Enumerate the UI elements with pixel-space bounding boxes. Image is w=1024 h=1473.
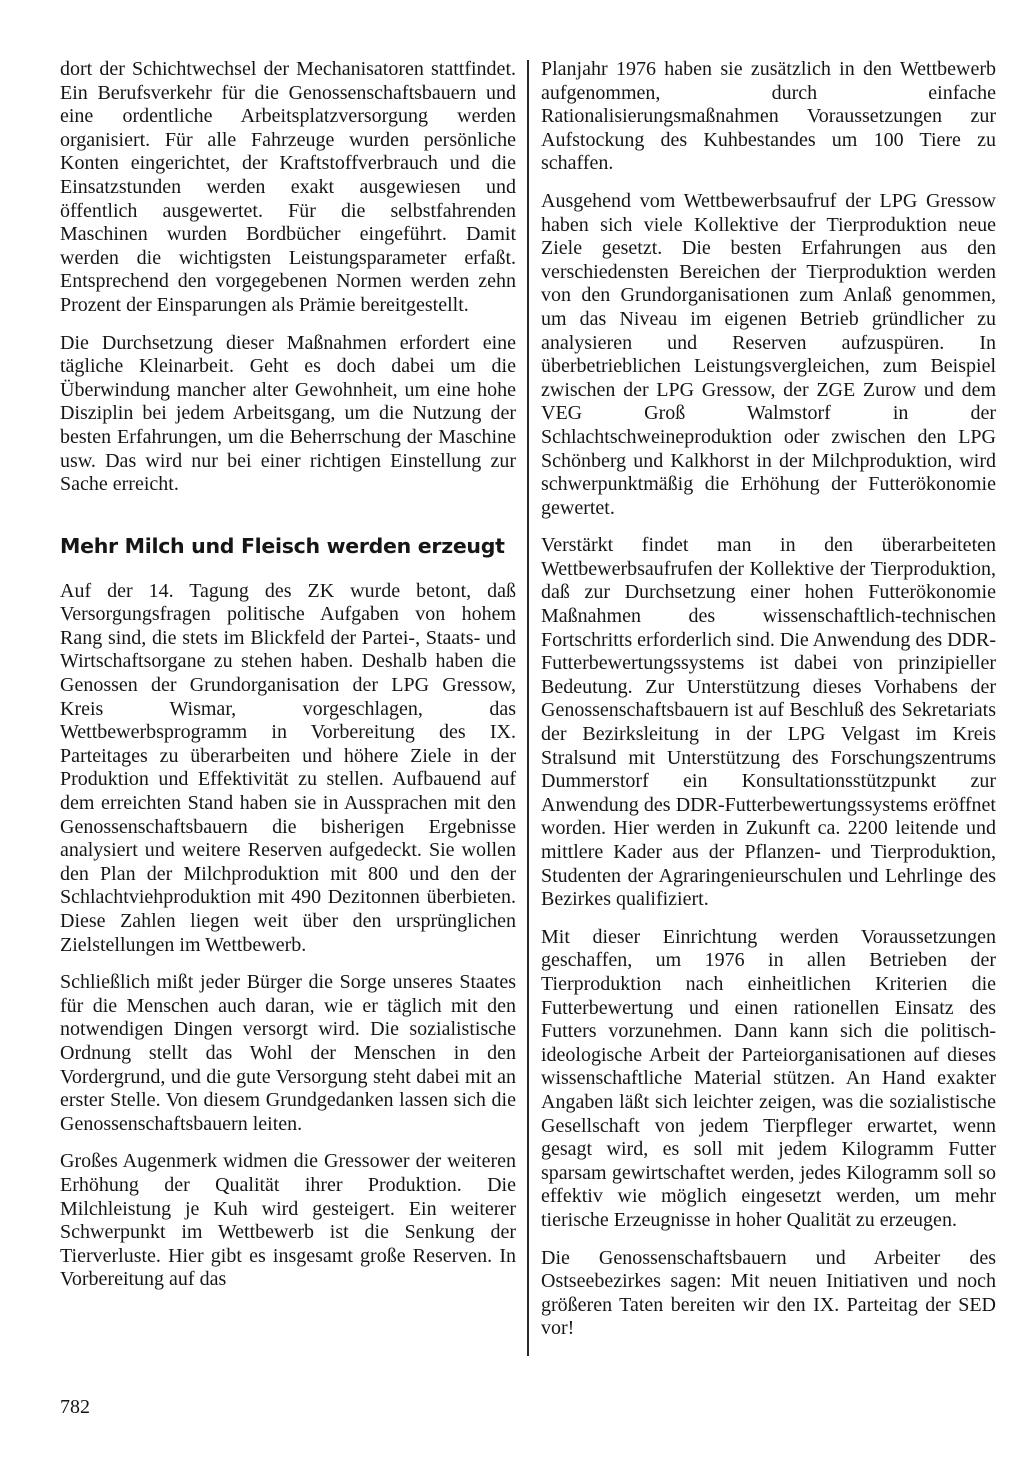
- paragraph: dort der Schichtwechsel der Mechanisatoren stattfindet. Ein Berufsverkehr für die Genossenschaftsbauern und eine ordentliche Arbeitsplatzversorgung werden organisiert. Für alle Fahrzeuge wurden persönliche Konten eingerichtet, der Kraftstoffverbrauch und die Einsatzstunden werden exakt ausgewiesen und öffentlich ausgewertet. Für die selbstfahrenden Maschinen wurden Bordbücher eingeführt. Damit werden die wichtigsten Leistungsparameter erfaßt. Entsprechend den vorgegebenen Normen werden zehn Prozent der Einsparungen als Prämie bereitgestellt.: [60, 58, 516, 316]
- paragraph: Ausgehend vom Wettbewerbsaufruf der LPG Gressow haben sich viele Kollektive der Tierproduktion neue Ziele gesetzt. Die besten Erfahrungen aus den verschiedensten Bereichen der Tierproduktion werden von den Grundorganisationen zum Anlaß genommen, um das Niveau im eigenen Betrieb gründlicher zu analysieren und Reserven aufzuspüren. In überbetrieblichen Leistungsvergleichen, zum Beispiel zwischen der LPG Gressow, der ZGE Zurow und dem VEG Groß Walmstorf in der Schlachtschweineproduktion oder zwischen den LPG Schönberg und Kalkhorst in der Milchproduktion, wird schwerpunktmäßig die Erhöhung der Futterökonomie gewertet.: [541, 189, 996, 519]
- left-column: [60, 58, 516, 1306]
- paragraph: Verstärkt findet man in den überarbeiteten Wettbewerbsaufrufen der Kollektive der Tierproduktion, daß zur Durchsetzung einer hohen Futterökonomie Maßnahmen des wissenschaftlich-technischen Fortschritts erforderlich sind. Die Anwendung des DDR-Futterbewertungssystems ist dabei von prinzipieller Bedeutung. Zur Unterstützung dieses Vorhabens der Genossenschaftsbauern ist auf Beschluß des Sekretariats der Bezirksleitung in der LPG Velgast im Kreis Stralsund mit Unterstützung des Forschungszentrums Dummerstorf ein Konsultationsstützpunkt zur Anwendung des DDR-Futterbewertungssystems eröffnet worden. Hier werden in Zukunft ca. 2200 leitende und mittlere Kader aus der Pflanzen- und Tierproduktion, Studenten der Agraringenieurschulen und Lehrlinge des Bezirkes qualifiziert.: [541, 534, 996, 911]
- column-divider: [527, 60, 529, 1356]
- paragraph: Schließlich mißt jeder Bürger die Sorge unseres Staates für die Menschen auch daran, wie er täglich mit den notwendigen Dingen versorgt wird. Die sozialistische Ordnung stellt das Wohl der Menschen in den Vordergrund, und die gute Versorgung steht dabei mit an erster Stelle. Von diesem Grundgedanken lassen sich die Genossenschaftsbauern leiten.: [60, 971, 516, 1135]
- paragraph: Auf der 14. Tagung des ZK wurde betont, daß Versorgungsfragen politische Aufgaben von hohem Rang sind, die stets im Blickfeld der Partei-, Staats- und Wirtschaftsorgane zu stehen haben. Deshalb haben die Genossen der Grundorganisation der LPG Gressow, Kreis Wismar, vorgeschlagen, das Wettbewerbsprogramm in Vorbereitung des IX. Parteitages zu überarbeiten und höhere Ziele in der Produktion und Effektivität zu stellen. Aufbauend auf dem erreichten Stand haben sie in Aussprachen mit den Genossenschaftsbauern die bisherigen Ergebnisse analysiert und weitere Reserven aufgedeckt. Sie wollen den Plan der Milchproduktion mit 800 und den der Schlachtviehproduktion mit 490 Dezitonnen überbieten. Diese Zahlen liegen weit über den ursprünglichen Zielstellungen im Wettbewerb.: [60, 579, 516, 956]
- page-number: 782: [60, 1396, 90, 1418]
- paragraph: Großes Augenmerk widmen die Gressower der weiteren Erhöhung der Qualität ihrer Produktion. Die Milchleistung je Kuh wird gesteigert. Ein weiterer Schwerpunkt im Wettbewerb ist die Senkung der Tierverluste. Hier gibt es insgesamt große Reserven. In Vorbereitung auf das: [60, 1150, 516, 1291]
- paragraph: Die Genossenschaftsbauern und Arbeiter des Ostseebezirkes sagen: Mit neuen Initiativen und noch größeren Taten bereiten wir den IX. Parteitag der SED vor!: [541, 1246, 996, 1340]
- paragraph: Mit dieser Einrichtung werden Voraussetzungen geschaffen, um 1976 in allen Betrieben der Tierproduktion nach einheitlichen Kriterien die Futterbewertung und einen rationellen Einsatz des Futters vorzunehmen. Dann kann sich die politisch-ideologische Arbeit der Parteiorganisationen auf dieses wissenschaftliche Material stützen. An Hand exakter Angaben läßt sich leichter zeigen, was die sozialistische Gesellschaft von jedem Tierpfleger erwartet, wenn gesagt wird, es soll mit jedem Kilogramm Futter sparsam gewirtschaftet werden, jedes Kilogramm soll so effektiv wie möglich eingesetzt werden, um mehr tierische Erzeugnisse in hoher Qualität zu erzeugen.: [541, 925, 996, 1231]
- section-heading: Mehr Milch und Fleisch werden erzeugt: [60, 533, 505, 558]
- right-column: [541, 58, 996, 1355]
- paragraph: Die Durchsetzung dieser Maßnahmen erfordert eine tägliche Kleinarbeit. Geht es doch dabei um die Überwindung mancher alter Gewohnheit, um eine hohe Disziplin bei jedem Arbeitsgang, um die Nutzung der besten Erfahrungen, um die Beherrschung der Maschine usw. Das wird nur bei einer richtigen Einstellung zur Sache erreicht.: [60, 331, 516, 496]
- paragraph: Planjahr 1976 haben sie zusätzlich in den Wettbewerb aufgenommen, durch einfache Rationalisierungsmaßnahmen Voraussetzungen zur Aufstockung des Kuhbestandes um 100 Tiere zu schaffen.: [541, 58, 996, 175]
